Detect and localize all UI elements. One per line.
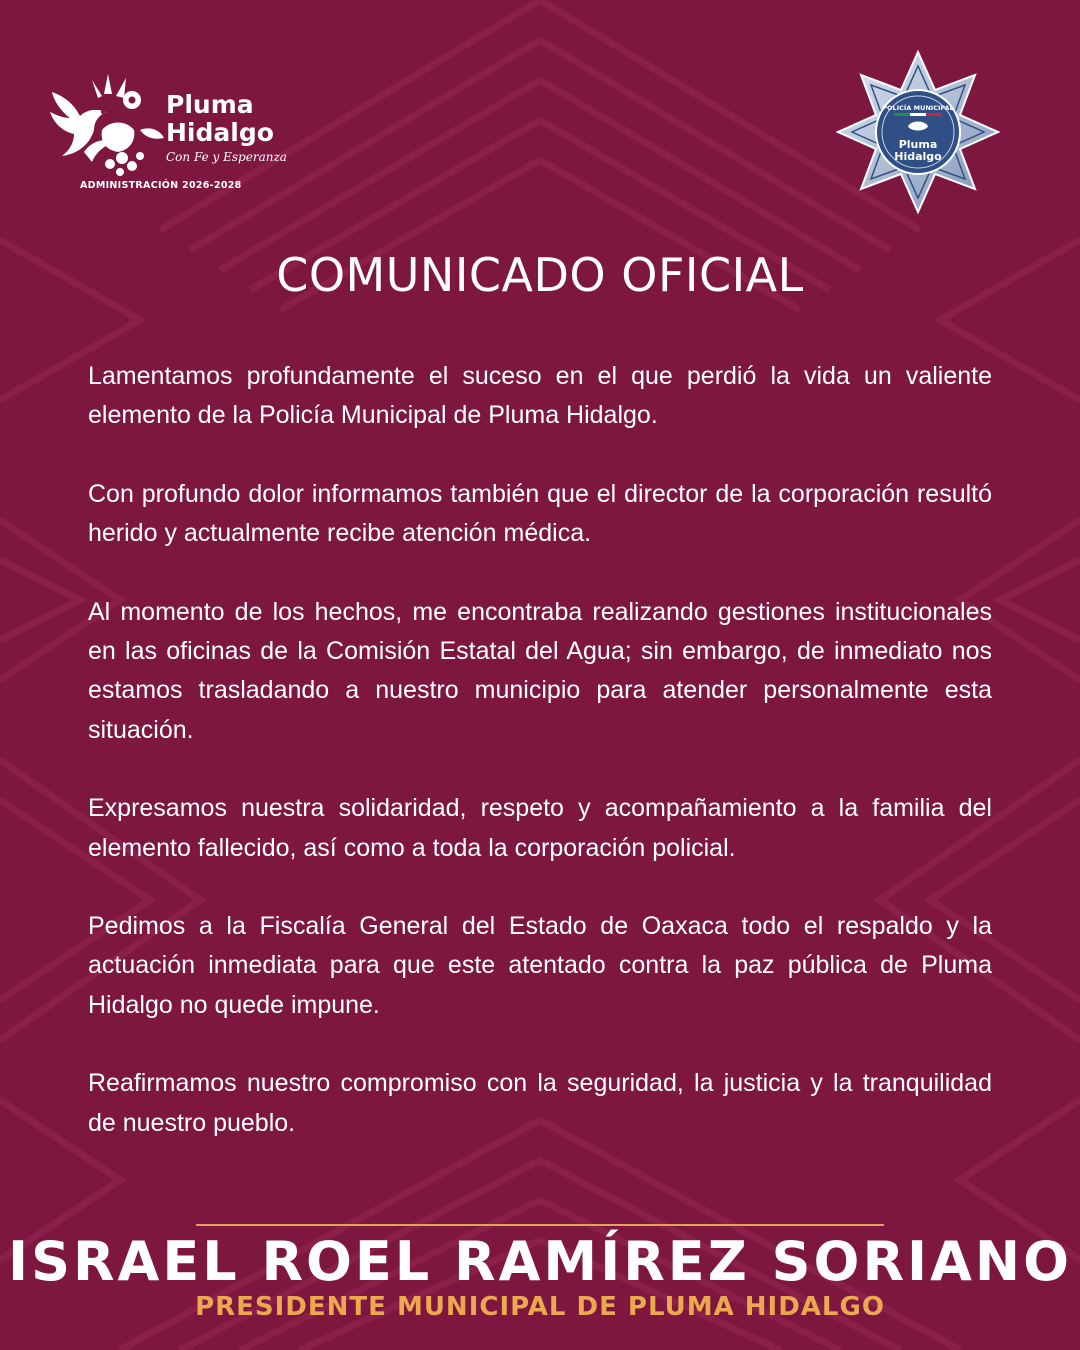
badge-line2: Hidalgo: [894, 150, 942, 163]
signatory-role: PRESIDENTE MUNICIPAL DE PLUMA HIDALGO: [195, 1292, 885, 1322]
badge-top-text: POLICÍA MUNICIPAL: [882, 104, 954, 112]
page-title: COMUNICADO OFICIAL: [276, 248, 804, 302]
paragraph-condolence: Lamentamos profundamente el suceso en el que perdió la vida un valiente elemento de la Policía Municipal de Pluma Hidalgo.: [88, 362, 992, 430]
paragraph-solidarity: Expresamos nuestra solidaridad, respeto y acompañamiento a la familia del elemento fallecido, así como a toda la corporación policial.: [88, 794, 992, 862]
paragraph-commitment: Reafirmamos nuestro compromiso con la seguridad, la justicia y la tranquilidad de nuestro pueblo.: [88, 1069, 992, 1137]
logo-name-line2: Hidalgo: [166, 118, 274, 147]
paragraph-director-injured: Con profundo dolor informamos también que el director de la corporación resultó herido y actualmente recibe atención médica.: [88, 479, 992, 548]
logo-slogan: Con Fe y Esperanza: [166, 150, 287, 164]
signatory-name: ISRAEL ROEL RAMÍREZ SORIANO: [7, 1230, 1073, 1293]
administration-period: ADMINISTRACIÓN 2026-2028: [80, 180, 242, 191]
badge-line1: Pluma: [898, 138, 938, 151]
paragraph-whereabouts: Al momento de los hechos, me encontraba realizando gestiones institucionales en las oficinas de la Comisión Estatal del Agua; sin embargo, de inmediato nos estamos trasladando a nuestro municipio para atender personalmente esta situación.: [88, 597, 992, 744]
logo-name-line1: Pluma: [166, 90, 254, 119]
signature-divider: [196, 1224, 884, 1226]
police-star-badge-icon: [836, 50, 1000, 214]
communique-body: [88, 357, 992, 1182]
paragraph-request-fiscalia: Pedimos a la Fiscalía General del Estado de Oaxaca todo el respaldo y la actuación inmediata para que este atentado contra la paz pública de Pluma Hidalgo no quede impune.: [88, 912, 992, 1019]
dove-and-coffee-branch-icon: [40, 70, 170, 180]
municipality-logo: [40, 70, 300, 200]
